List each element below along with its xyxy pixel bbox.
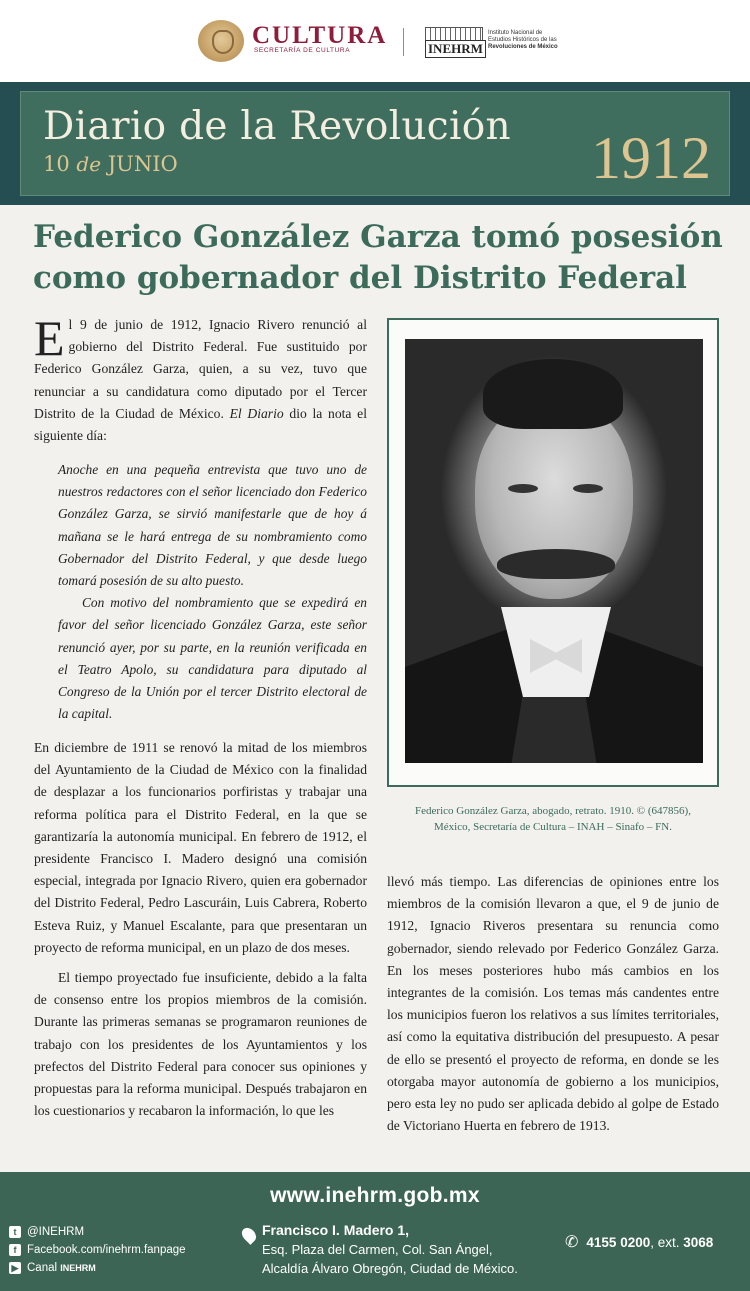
location-pin-icon: [239, 1225, 259, 1245]
twitter-link[interactable]: t @INEHRM: [9, 1223, 186, 1241]
youtube-icon: ▶: [9, 1262, 21, 1274]
article-body-right: [387, 871, 719, 1137]
logo-separator: [403, 28, 404, 56]
youtube-link[interactable]: ▶ Canal INEHRM: [9, 1259, 186, 1277]
top-logo-bar: [0, 0, 750, 82]
paragraph: El tiempo proyectado fue insuficiente, debido a la falta de consenso entre los propios miembros de la comisión. Durante las primeras semanas se programaron reuniones de trabajo con los presidentes de los Ayuntamientos y los prefectos del Distrito Federal para conocer sus opiniones y propuestas para la reforma municipal. Después trabajaron en los cuestionarios y recabaron la información, lo que les: [34, 970, 367, 1119]
inehrm-logo: INEHRM: [425, 40, 486, 58]
address: Francisco I. Madero 1, Esq. Plaza del Carmen, Col. San Ángel, Alcaldía Álvaro Obregón, Ciudad de México.: [243, 1221, 518, 1278]
website-link[interactable]: www.inehrm.gob.mx: [270, 1184, 480, 1207]
photo-caption: Federico González Garza, abogado, retrato. 1910. © (647856), México, Secretaría de Cultura – INAH – Sinafo – FN.: [415, 805, 691, 833]
cultura-subtitle: SECRETARÍA DE CULTURA: [254, 47, 351, 54]
article-intro: El 9 de junio de 1912, Ignacio Rivero renunció al gobierno del Distrito Federal. Fue sustituido por Federico González Garza, quien, a su vez, tuvo que renunciar a su candidatura como diputado por el Tercer Distrito de la Ciudad de México. El Diario dio la nota el siguiente día:: [34, 310, 367, 444]
article-headline: Federico González Garza tomó posesión como gobernador del Distrito Federal: [33, 219, 723, 296]
phone-number[interactable]: ✆ 4155 0200 , ext. 3068: [565, 1234, 714, 1251]
portrait-photo: [405, 339, 703, 763]
footer: [0, 1172, 750, 1291]
facebook-link[interactable]: f Facebook.com/inehrm.fanpage: [9, 1241, 186, 1259]
cultura-logo: CULTURA: [252, 22, 388, 49]
portrait-frame: [387, 318, 719, 787]
article-body-left: [34, 737, 367, 1122]
newspaper-quote: Anoche en una pequeña entrevista que tuvo uno de nuestros redactores con el señor licenciado don Federico González Garza, se sirvió manifestarle que de hoy á mañana se le hará entrega de su nombramiento como Gobernador del Distrito Federal, y que desde luego tomará posesión de su alto puesto. Con motivo del nombramiento que se expedirá en favor del señor licenciado González Garza, este señor renunció ayer, por su parte, en la reunión verificada en el Teatro Apolo, su candidatura para diputado al Congreso de la Unión por el tercer Distrito electoral de la capital.: [58, 462, 367, 722]
banner-title: Diario de la Revolución: [43, 104, 511, 149]
phone-icon: ✆: [565, 1234, 579, 1251]
banner-year: 1912: [591, 125, 711, 191]
inehrm-institute-name: Instituto Nacional de Estudios Históricos de las Revoluciones de México: [488, 30, 558, 50]
paragraph: llevó más tiempo. Las diferencias de opiniones entre los miembros de la comisión llevaron a que, el 9 de junio de 1912, Ignacio Riveros presentara su renuncia como gobernador, siendo relevado por Federico González Garza. En los meses posteriores hubo más cambios en los integrantes de la comisión. Los temas más candentes entre los municipios fueron los relativos a sus límites territoriales, así como la equitativa distribución del presupuesto. A pesar de ello se presentó el proyecto de reforma, en donde se les otorgaba mayor autonomía de gobierno a los municipios, pero esta ley no pudo ser aplicada debido al golpe de Estado de Victoriano Huerta en febrero de 1913.: [387, 874, 719, 1134]
title-banner: [0, 82, 750, 205]
social-links: [9, 1223, 186, 1277]
facebook-icon: f: [9, 1244, 21, 1256]
seal-icon: [198, 20, 244, 62]
drop-cap: E: [34, 310, 65, 366]
paragraph: En diciembre de 1911 se renovó la mitad de los miembros del Ayuntamiento de la Ciudad de México con la finalidad de desplazar a los funcionarios porfiristas y trabajar una reforma política para el Distrito Federal, en la que se garantizaría la autonomía municipal. En febrero de 1912, el presidente Francisco I. Madero designó una comisión especial, integrada por Ignacio Rivero, quien era gobernador del Distrito Federal, Pedro Lascuráin, Luis Cabrera, Roberto Esteva Ruiz, y Manuel Escalante, para que presentaran un proyecto de reforma municipal, en un plazo de dos meses.: [34, 740, 367, 955]
banner-panel: [20, 91, 730, 196]
twitter-icon: t: [9, 1226, 21, 1238]
banner-date: 10 de JUNIO: [43, 152, 178, 176]
